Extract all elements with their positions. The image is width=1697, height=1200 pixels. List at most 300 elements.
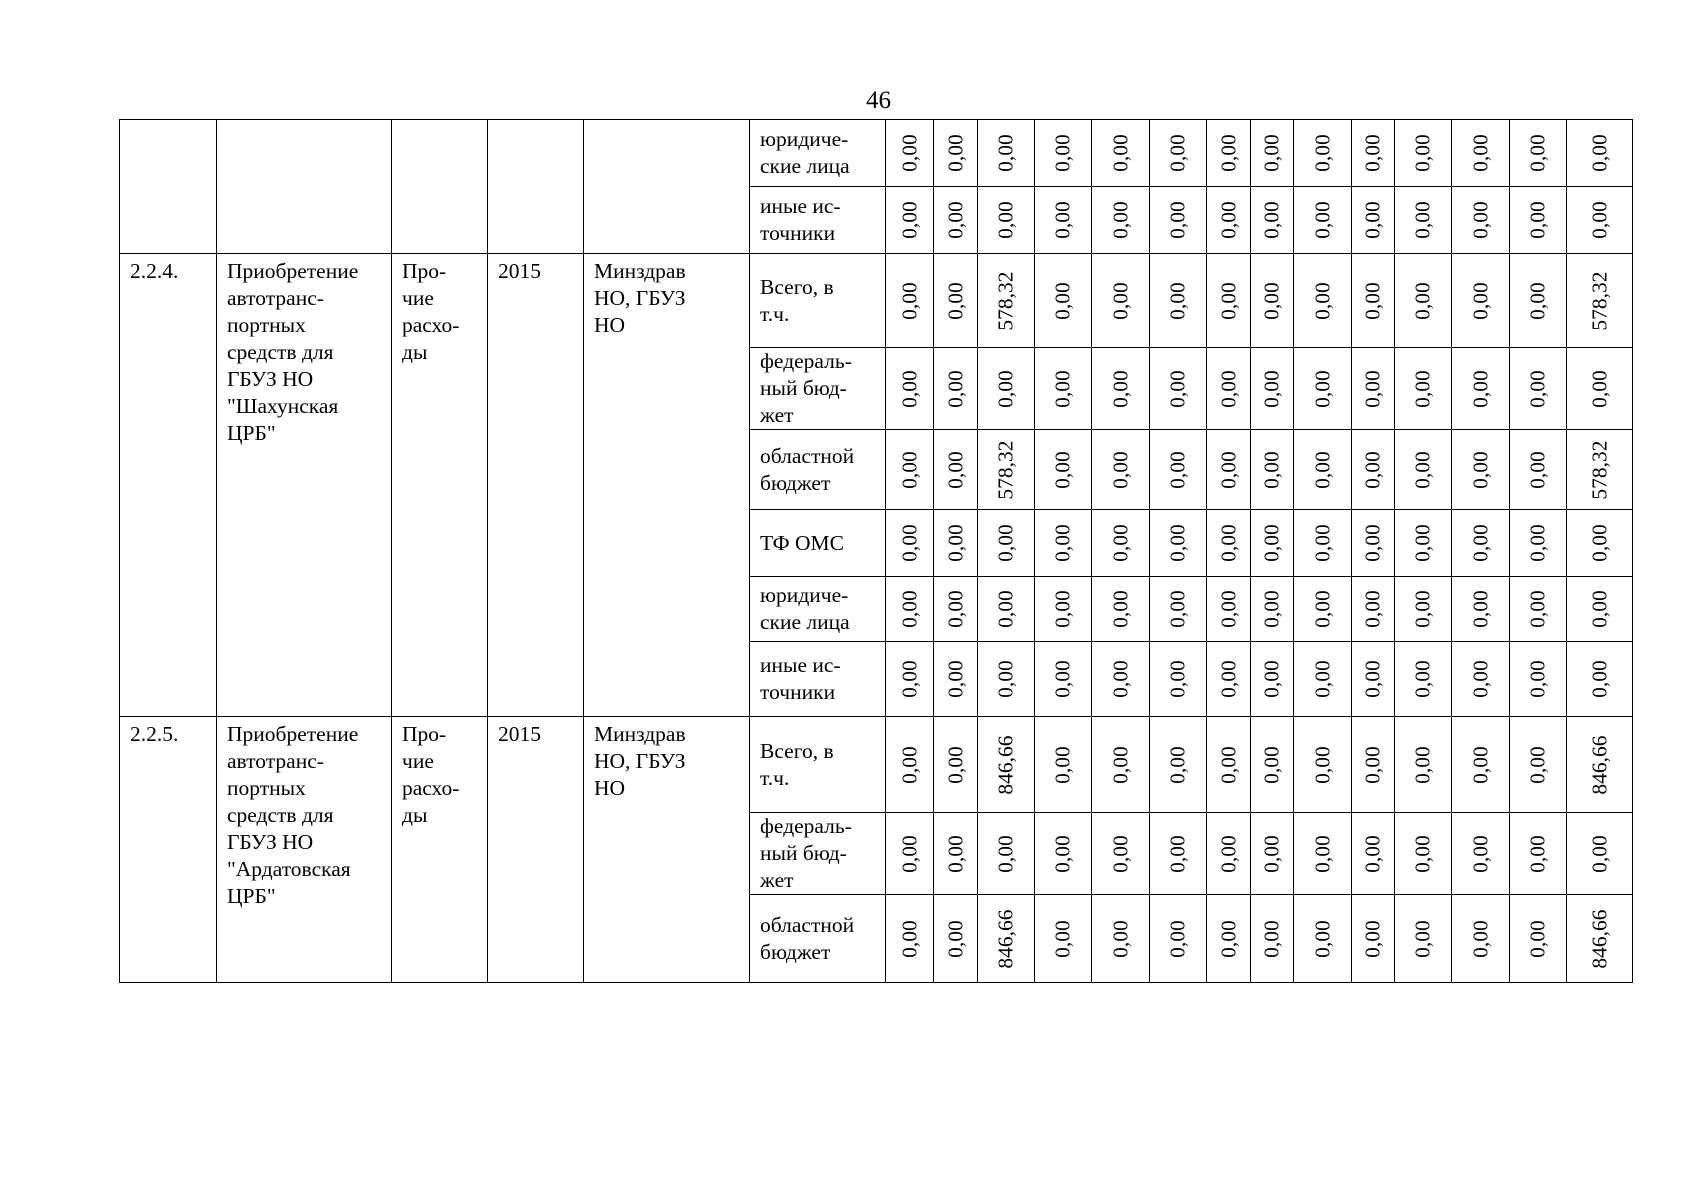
- value-cell: [1352, 642, 1395, 717]
- value-cell: [1567, 717, 1633, 813]
- value-cell: [934, 510, 978, 577]
- page-number: 46: [866, 87, 891, 114]
- value-cell: [1092, 187, 1150, 254]
- value-cell: [1150, 577, 1207, 642]
- value-text: 0,00: [993, 660, 1018, 698]
- value-text: 0,00: [1310, 660, 1334, 698]
- value-text: 0,00: [1310, 281, 1334, 320]
- value-text: 0,00: [1259, 745, 1284, 784]
- value-cell: [1150, 642, 1207, 717]
- value-cell: [1567, 577, 1633, 642]
- value-cell: [1294, 254, 1352, 348]
- value-cell: [1452, 577, 1510, 642]
- value-cell: [1510, 120, 1567, 187]
- value-cell: [978, 510, 1035, 577]
- value-text: 0,00: [1165, 745, 1190, 784]
- value-text: 0,00: [1165, 660, 1190, 698]
- value-text: 0,00: [1310, 369, 1334, 408]
- funding-source-cell: федераль- ный бюд- жет: [750, 813, 886, 895]
- value-text: 0,00: [1165, 450, 1190, 489]
- value-text: 0,00: [1410, 834, 1435, 873]
- executor-cell: Минздрав НО, ГБУЗ НО: [584, 717, 750, 983]
- value-cell: [1251, 187, 1294, 254]
- value-text: 0,00: [1587, 660, 1611, 698]
- value-cell: [1251, 348, 1294, 430]
- value-cell: [1567, 254, 1633, 348]
- value-cell: [1395, 254, 1452, 348]
- value-text: 0,00: [1410, 590, 1435, 628]
- value-text: 0,00: [1468, 281, 1492, 320]
- value-cell: [1395, 717, 1452, 813]
- value-text: 0,00: [1165, 919, 1190, 958]
- table-row: [120, 254, 1633, 348]
- value-cell: [978, 895, 1035, 983]
- value-cell: [1092, 577, 1150, 642]
- value-cell: [978, 348, 1035, 430]
- value-text: 0,00: [1587, 201, 1611, 239]
- value-cell: [886, 430, 934, 510]
- value-text: 0,00: [943, 590, 967, 628]
- value-text: 0,00: [1525, 281, 1550, 320]
- value-text: 0,00: [943, 450, 967, 489]
- value-cell: [1567, 510, 1633, 577]
- value-text: 0,00: [993, 369, 1018, 408]
- value-text: 0,00: [943, 134, 967, 172]
- value-cell: [1510, 254, 1567, 348]
- value-cell: [1567, 187, 1633, 254]
- value-cell: [1294, 510, 1352, 577]
- table-row: [120, 120, 1633, 187]
- value-text: 0,00: [1468, 369, 1492, 408]
- value-cell: [978, 577, 1035, 642]
- value-text: 0,00: [1587, 134, 1611, 172]
- value-cell: [934, 813, 978, 895]
- value-text: 0,00: [897, 834, 921, 873]
- value-text: 0,00: [1360, 201, 1385, 239]
- value-cell: [1352, 254, 1395, 348]
- value-cell: [1510, 813, 1567, 895]
- value-text: 0,00: [1216, 919, 1240, 958]
- value-text: 0,00: [1108, 450, 1132, 489]
- value-cell: [1567, 813, 1633, 895]
- value-text: 0,00: [1216, 201, 1240, 239]
- funding-source-cell: иные ис- точники: [750, 187, 886, 254]
- value-cell: [1035, 120, 1092, 187]
- value-text: 0,00: [1525, 524, 1550, 562]
- value-text: 0,00: [1259, 590, 1284, 628]
- value-text: 0,00: [1310, 919, 1334, 958]
- value-text: 0,00: [1360, 524, 1385, 562]
- value-text: 0,00: [993, 834, 1018, 873]
- value-text: 0,00: [1410, 450, 1435, 489]
- value-cell: [1035, 577, 1092, 642]
- value-text: 0,00: [897, 590, 921, 628]
- value-text: 846,66: [993, 734, 1018, 795]
- value-cell: [1352, 348, 1395, 430]
- value-text: 0,00: [897, 745, 921, 784]
- value-cell: [1510, 430, 1567, 510]
- value-cell: [1251, 717, 1294, 813]
- value-cell: [1092, 510, 1150, 577]
- value-text: 846,66: [993, 908, 1018, 969]
- value-text: 0,00: [1525, 660, 1550, 698]
- value-cell: [1251, 120, 1294, 187]
- value-cell: [978, 120, 1035, 187]
- value-text: 0,00: [1468, 919, 1492, 958]
- value-cell: [978, 813, 1035, 895]
- value-text: 0,00: [1108, 281, 1132, 320]
- value-text: 0,00: [897, 201, 921, 239]
- value-text: 0,00: [1525, 201, 1550, 239]
- value-cell: [1092, 717, 1150, 813]
- value-cell: [1207, 642, 1251, 717]
- value-text: 0,00: [1410, 919, 1435, 958]
- year-cell: 2015: [488, 254, 584, 717]
- funding-source-cell: областной бюджет: [750, 430, 886, 510]
- value-cell: [934, 642, 978, 717]
- value-text: 578,32: [1587, 270, 1611, 331]
- value-text: 0,00: [1360, 590, 1385, 628]
- value-cell: [934, 577, 978, 642]
- value-cell: [1150, 187, 1207, 254]
- value-cell: [1294, 813, 1352, 895]
- funding-source-cell: областной бюджет: [750, 895, 886, 983]
- funding-source-cell: федераль- ный бюд- жет: [750, 348, 886, 430]
- value-cell: [1251, 813, 1294, 895]
- value-cell: [1510, 510, 1567, 577]
- value-text: 0,00: [1525, 919, 1550, 958]
- value-text: 0,00: [1108, 660, 1132, 698]
- value-cell: [886, 895, 934, 983]
- value-cell: [1352, 120, 1395, 187]
- value-text: 0,00: [1310, 201, 1334, 239]
- value-text: 0,00: [1587, 590, 1611, 628]
- value-text: 0,00: [1360, 134, 1385, 172]
- value-cell: [1092, 430, 1150, 510]
- value-text: 0,00: [1050, 660, 1075, 698]
- value-cell: [1567, 895, 1633, 983]
- value-cell: [1395, 120, 1452, 187]
- value-text: 0,00: [1108, 201, 1132, 239]
- funding-source-cell: Всего, в т.ч.: [750, 717, 886, 813]
- value-text: 0,00: [1050, 281, 1075, 320]
- value-cell: [978, 430, 1035, 510]
- value-text: 0,00: [1108, 524, 1132, 562]
- value-cell: [886, 577, 934, 642]
- value-text: 846,66: [1587, 908, 1611, 969]
- value-cell: [1294, 120, 1352, 187]
- value-cell: [886, 120, 934, 187]
- value-cell: [886, 187, 934, 254]
- value-cell: [1035, 717, 1092, 813]
- value-cell: [1395, 642, 1452, 717]
- value-text: 0,00: [1216, 450, 1240, 489]
- value-cell: [1251, 510, 1294, 577]
- funding-source-cell: юридиче- ские лица: [750, 577, 886, 642]
- value-text: 0,00: [1525, 834, 1550, 873]
- value-text: 0,00: [1108, 369, 1132, 408]
- value-text: 578,32: [1587, 439, 1611, 500]
- value-cell: [1207, 577, 1251, 642]
- value-text: 0,00: [1259, 369, 1284, 408]
- value-text: 0,00: [1050, 919, 1075, 958]
- value-cell: [1395, 348, 1452, 430]
- value-text: 0,00: [1360, 919, 1385, 958]
- entry-number-cell: 2.2.4.: [120, 254, 217, 717]
- value-cell: [934, 348, 978, 430]
- value-text: 0,00: [1108, 134, 1132, 172]
- value-cell: [978, 642, 1035, 717]
- value-cell: [1207, 348, 1251, 430]
- value-text: 0,00: [1468, 834, 1492, 873]
- value-cell: [1510, 187, 1567, 254]
- value-text: 0,00: [1050, 524, 1075, 562]
- executor-cell: Минздрав НО, ГБУЗ НО: [584, 254, 750, 717]
- value-text: 0,00: [943, 281, 967, 320]
- value-text: 0,00: [1165, 524, 1190, 562]
- value-text: 0,00: [1310, 590, 1334, 628]
- value-cell: [1395, 895, 1452, 983]
- value-cell: [1035, 187, 1092, 254]
- value-cell: [1092, 895, 1150, 983]
- value-cell: [1150, 120, 1207, 187]
- value-cell: [1294, 187, 1352, 254]
- value-text: 0,00: [1468, 134, 1492, 172]
- funding-source-cell: юридиче- ские лица: [750, 120, 886, 187]
- value-text: 0,00: [1468, 660, 1492, 698]
- value-text: 0,00: [1259, 281, 1284, 320]
- value-cell: [1207, 895, 1251, 983]
- value-cell: [1452, 510, 1510, 577]
- value-cell: [1035, 254, 1092, 348]
- funding-source-cell: Всего, в т.ч.: [750, 254, 886, 348]
- value-cell: [1452, 717, 1510, 813]
- value-cell: [1150, 510, 1207, 577]
- executor-cell: [584, 120, 750, 254]
- value-text: 0,00: [1360, 660, 1385, 698]
- value-text: 0,00: [897, 450, 921, 489]
- table-row: [120, 717, 1633, 813]
- value-cell: [1395, 187, 1452, 254]
- year-cell: [488, 120, 584, 254]
- value-cell: [1150, 254, 1207, 348]
- value-cell: [1452, 254, 1510, 348]
- value-cell: [886, 348, 934, 430]
- value-cell: [1150, 813, 1207, 895]
- value-text: 0,00: [1165, 834, 1190, 873]
- value-cell: [1150, 348, 1207, 430]
- value-cell: [978, 187, 1035, 254]
- value-cell: [1092, 120, 1150, 187]
- value-cell: [1352, 577, 1395, 642]
- value-text: 0,00: [1108, 919, 1132, 958]
- value-cell: [1352, 510, 1395, 577]
- funding-source-cell: иные ис- точники: [750, 642, 886, 717]
- value-cell: [1452, 348, 1510, 430]
- value-cell: [886, 254, 934, 348]
- value-text: 0,00: [943, 201, 967, 239]
- value-cell: [1452, 187, 1510, 254]
- value-text: 0,00: [1587, 369, 1611, 408]
- value-text: 0,00: [1360, 369, 1385, 408]
- value-cell: [1251, 895, 1294, 983]
- value-cell: [978, 717, 1035, 813]
- value-cell: [1352, 430, 1395, 510]
- name-cell: [217, 120, 392, 254]
- value-cell: [1207, 813, 1251, 895]
- value-cell: [1294, 348, 1352, 430]
- value-cell: [1294, 717, 1352, 813]
- value-cell: [1452, 895, 1510, 983]
- value-cell: [1251, 642, 1294, 717]
- value-cell: [1251, 577, 1294, 642]
- value-text: 0,00: [1216, 134, 1240, 172]
- value-text: 0,00: [1525, 450, 1550, 489]
- value-text: 0,00: [897, 660, 921, 698]
- value-cell: [1207, 120, 1251, 187]
- value-text: 0,00: [1360, 450, 1385, 489]
- value-text: 0,00: [1259, 201, 1284, 239]
- value-cell: [1510, 895, 1567, 983]
- value-cell: [1035, 348, 1092, 430]
- value-cell: [1567, 348, 1633, 430]
- entry-name-cell: Приобретение автотранс- портных средств для ГБУЗ НО "Шахунская ЦРБ": [217, 254, 392, 717]
- value-text: 0,00: [1587, 524, 1611, 562]
- value-cell: [1395, 430, 1452, 510]
- value-cell: [1035, 813, 1092, 895]
- value-text: 0,00: [897, 369, 921, 408]
- value-cell: [1395, 577, 1452, 642]
- value-cell: [886, 510, 934, 577]
- value-text: 0,00: [1216, 369, 1240, 408]
- value-text: 0,00: [1525, 134, 1550, 172]
- value-text: 0,00: [1216, 745, 1240, 784]
- value-cell: [1567, 120, 1633, 187]
- value-text: 0,00: [1360, 745, 1385, 784]
- value-text: 0,00: [943, 369, 967, 408]
- value-text: 0,00: [943, 919, 967, 958]
- value-cell: [934, 187, 978, 254]
- value-cell: [934, 254, 978, 348]
- value-cell: [1207, 187, 1251, 254]
- value-text: 0,00: [1468, 201, 1492, 239]
- value-cell: [1452, 642, 1510, 717]
- value-text: 0,00: [897, 134, 921, 172]
- value-cell: [886, 813, 934, 895]
- value-text: 0,00: [943, 745, 967, 784]
- value-cell: [934, 717, 978, 813]
- value-text: 0,00: [993, 524, 1018, 562]
- value-cell: [1092, 348, 1150, 430]
- value-text: 0,00: [993, 590, 1018, 628]
- value-text: 0,00: [1410, 369, 1435, 408]
- value-text: 0,00: [897, 919, 921, 958]
- value-text: 0,00: [993, 201, 1018, 239]
- value-text: 0,00: [943, 660, 967, 698]
- value-cell: [1294, 577, 1352, 642]
- value-cell: [1567, 430, 1633, 510]
- value-cell: [1294, 430, 1352, 510]
- value-text: 0,00: [1525, 745, 1550, 784]
- value-text: 0,00: [1525, 369, 1550, 408]
- expense-type-cell: Про- чие расхо- ды: [392, 254, 488, 717]
- value-text: 0,00: [1410, 281, 1435, 320]
- value-text: 0,00: [1310, 745, 1334, 784]
- value-cell: [1035, 430, 1092, 510]
- value-text: 0,00: [1259, 524, 1284, 562]
- value-text: 0,00: [1259, 834, 1284, 873]
- value-cell: [1452, 430, 1510, 510]
- value-text: 0,00: [1050, 134, 1075, 172]
- entry-number-cell: 2.2.5.: [120, 717, 217, 983]
- value-text: 0,00: [1410, 660, 1435, 698]
- value-text: 0,00: [1108, 834, 1132, 873]
- value-cell: [1510, 642, 1567, 717]
- value-text: 0,00: [1108, 745, 1132, 784]
- value-text: 0,00: [1468, 745, 1492, 784]
- value-text: 0,00: [1165, 369, 1190, 408]
- value-text: 0,00: [1468, 524, 1492, 562]
- value-text: 0,00: [1050, 745, 1075, 784]
- value-text: 0,00: [1360, 281, 1385, 320]
- value-text: 0,00: [1216, 660, 1240, 698]
- value-text: 0,00: [1468, 590, 1492, 628]
- value-cell: [1150, 717, 1207, 813]
- value-cell: [1035, 642, 1092, 717]
- value-cell: [886, 717, 934, 813]
- value-text: 0,00: [943, 834, 967, 873]
- value-text: 578,32: [993, 270, 1018, 331]
- value-text: 0,00: [897, 281, 921, 320]
- value-text: 0,00: [1410, 134, 1435, 172]
- value-text: 0,00: [993, 134, 1018, 172]
- expense-type-cell: Про- чие расхо- ды: [392, 717, 488, 983]
- value-text: 0,00: [1259, 134, 1284, 172]
- value-text: 0,00: [1259, 450, 1284, 489]
- number-cell: [120, 120, 217, 254]
- value-text: 0,00: [1050, 834, 1075, 873]
- value-text: 0,00: [1410, 524, 1435, 562]
- value-text: 0,00: [1259, 660, 1284, 698]
- value-cell: [1207, 254, 1251, 348]
- year-cell: 2015: [488, 717, 584, 983]
- value-text: 0,00: [1165, 201, 1190, 239]
- value-cell: [1352, 895, 1395, 983]
- value-text: 0,00: [1216, 281, 1240, 320]
- value-cell: [886, 642, 934, 717]
- value-cell: [1395, 813, 1452, 895]
- value-text: 0,00: [897, 524, 921, 562]
- value-cell: [934, 895, 978, 983]
- value-text: 0,00: [1050, 590, 1075, 628]
- value-cell: [1352, 717, 1395, 813]
- value-cell: [978, 254, 1035, 348]
- value-cell: [1092, 642, 1150, 717]
- budget-table: [119, 119, 1633, 983]
- value-cell: [1352, 187, 1395, 254]
- value-cell: [1092, 254, 1150, 348]
- value-cell: [1150, 895, 1207, 983]
- value-text: 846,66: [1587, 734, 1611, 795]
- value-text: 0,00: [1310, 134, 1334, 172]
- value-text: 0,00: [1360, 834, 1385, 873]
- value-text: 0,00: [1259, 919, 1284, 958]
- value-cell: [1035, 510, 1092, 577]
- funding-source-cell: ТФ ОМС: [750, 510, 886, 577]
- value-cell: [934, 430, 978, 510]
- value-text: 0,00: [1310, 450, 1334, 489]
- value-text: 0,00: [943, 524, 967, 562]
